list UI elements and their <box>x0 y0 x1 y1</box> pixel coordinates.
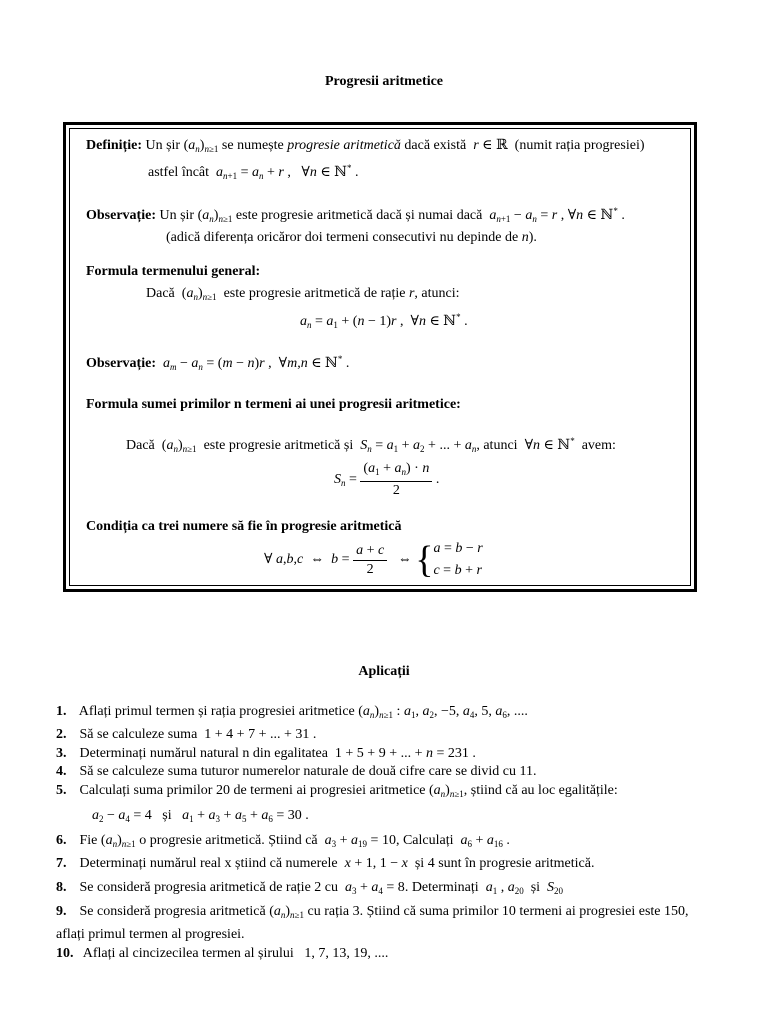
observation-1-label: Observație: <box>86 208 156 223</box>
application-item: 8. Se consideră progresia aritmetică de rație 2 cu $a_3 + a_4 = 8$. Determinați $a_1$ , $a_{20}$ și $S_{20}$ <box>56 880 564 896</box>
observation-2-label: Observație: <box>86 356 156 371</box>
sum-condition: Dacă $(a_n)_{n\ge 1}$ este progresie aritmetică și $S_n = a_1 + a_2$ + ... + $a_n$, atunci ∀n ∈ ℕ* avem: <box>126 436 616 454</box>
observation-2: Observație: $a_m - a_n = (m - n)r$ , ∀m,n ∈ ℕ* . <box>86 354 350 372</box>
application-item: 5. Calculați suma primilor 20 de termeni ai progresiei aritmetice $(a_n)_{n\ge 1}$, știind că au loc egalitățile: <box>56 783 618 799</box>
definition-line-2: astfel încât $a_{n+1} = a_n + r$ , ∀n ∈ ℕ* . <box>148 163 359 181</box>
application-item: 7. Determinați numărul real x știind că numerele x + 1, 1 − x și 4 sunt în progresie aritmetică. <box>56 856 595 871</box>
sum-heading: Formula sumei primilor n termeni ai unei progresii aritmetice: <box>86 397 461 412</box>
application-item: 4. Să se calculeze suma tuturor numerelor naturale de două cifre care se divid cu 11. <box>56 764 537 779</box>
condition-formula: ∀ a,b,c ⇔ b = $\frac{a + c}{2}$ ⇔ {a = b − r c = b + r <box>264 539 483 581</box>
application-item: 10. Aflați al cincizecilea termen al șirului 1, 7, 13, 19, .... <box>56 946 389 961</box>
sum-formula: $S_n$ = $\frac{(a_1 + a_n) \cdot n}{2}$ . <box>334 461 440 498</box>
application-item: 9. Se consideră progresia aritmetică $(a_n)_{n\ge 1}$ cu rația 3. Știind că suma primilor 10 termeni ai progresiei este 150, <box>56 904 689 920</box>
application-item: 2. Să se calculeze suma 1 + 4 + 7 + ... + 31 . <box>56 727 317 742</box>
general-term-formula: $a_n = a_1 + (n - 1)r$ , ∀n ∈ ℕ* . <box>300 312 468 330</box>
application-item-5-equations: $a_2 - a_4 = 4$ și $a_1 + a_3 + a_5 + a_6 = 30$ . <box>92 808 309 824</box>
definition-line-1: Definiție: Un șir $(a_n)_{n\ge 1}$ se numește progresie aritmetică dacă există r ∈ ℝ (numit rația progresiei) <box>86 138 645 154</box>
applications-heading: Aplicații <box>358 664 410 679</box>
application-item: 3. Determinați numărul natural n din egalitatea 1 + 5 + 9 + ... + n = 231 . <box>56 746 476 761</box>
definition-label: Definiție: <box>86 138 142 153</box>
application-item: 6. Fie $(a_n)_{n\ge 1}$ o progresie aritmetică. Știind că $a_3 + a_{19} = 10$, Calculați $a_6 + a_{16}$ . <box>56 833 510 849</box>
observation-1-line-1: Observație: Un șir $(a_n)_{n\ge 1}$ este progresie aritmetică dacă și numai dacă $a_{n+1} - a_n = r$ , ∀n ∈ ℕ* . <box>86 206 625 224</box>
general-term-condition: Dacă $(a_n)_{n\ge 1}$ este progresie aritmetică de rație r, atunci: <box>146 286 460 302</box>
application-item-9-line-2: aflați primul termen al progresiei. <box>56 927 245 942</box>
application-item: 1. Aflați primul termen și rația progresiei aritmetice $(a_n)_{n\ge 1}$ : $a_1$, $a_2$, −5, $a_4$, 5, $a_6$, .... <box>56 704 528 720</box>
observation-1-line-2: (adică diferența oricăror doi termeni consecutivi nu depinde de n). <box>166 230 537 245</box>
page-title: Progresii aritmetice <box>324 74 444 89</box>
condition-heading: Condiția ca trei numere să fie în progresie aritmetică <box>86 519 402 534</box>
general-term-heading: Formula termenului general: <box>86 264 261 279</box>
